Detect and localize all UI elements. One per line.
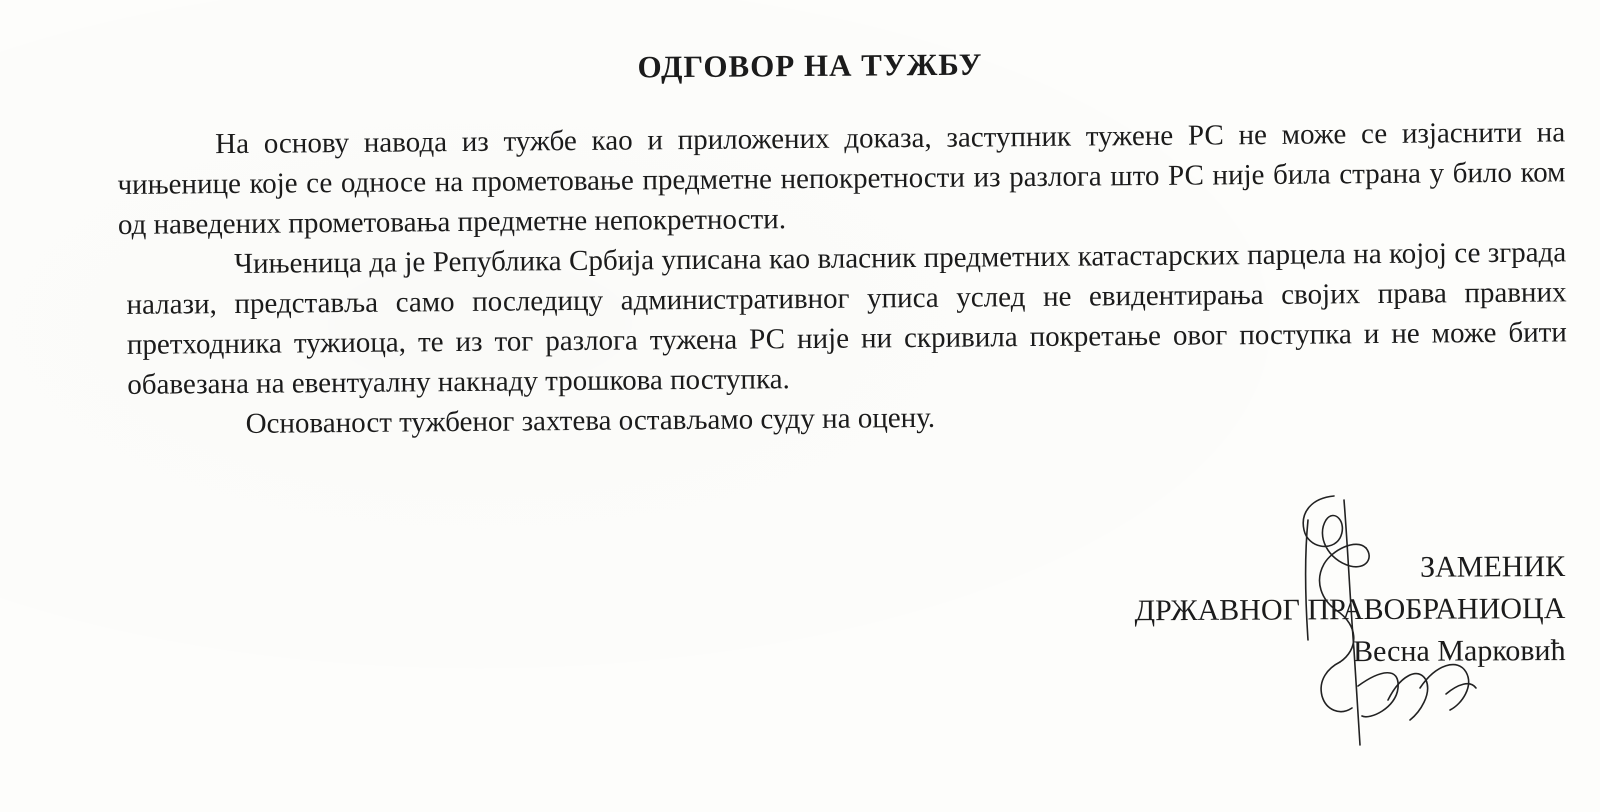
signatory-name: Весна Марковић [1352, 633, 1566, 669]
signatory-title-line2: ДРЖАВНОГ ПРАВОБРАНИОЦА [1134, 591, 1566, 628]
paragraph-3: Основаност тужбеног захтева остављамо суду на оцену. [245, 401, 936, 440]
paragraph-1: На основу навода из тужбе као и приложених доказа, заступник тужене РС не може се изјаснити на чињенице које се односе на прометовање предметне непокретности из разлога што РС није била страна у било ком од наведених прометовања предметне непокретности. [117, 116, 1566, 241]
signatory-title-line1: ЗАМЕНИК [1419, 549, 1566, 584]
signatory-block [965, 546, 1566, 675]
paragraph-2: Чињеница да је Република Србија уписана као власник предметних катастарских парцела на којој се зграда налази, представља само последицу административног уписа услед не евидентирања својих права правних претходника тужиоца, те из тог разлога тужена РС није ни скривила покретање овог поступка и не може бити обавезана на евентуалну накнаду трошкова поступка. [126, 236, 1568, 401]
document-title: ОДГОВОР НА ТУЖБУ [637, 46, 983, 85]
document-body [117, 112, 1568, 445]
